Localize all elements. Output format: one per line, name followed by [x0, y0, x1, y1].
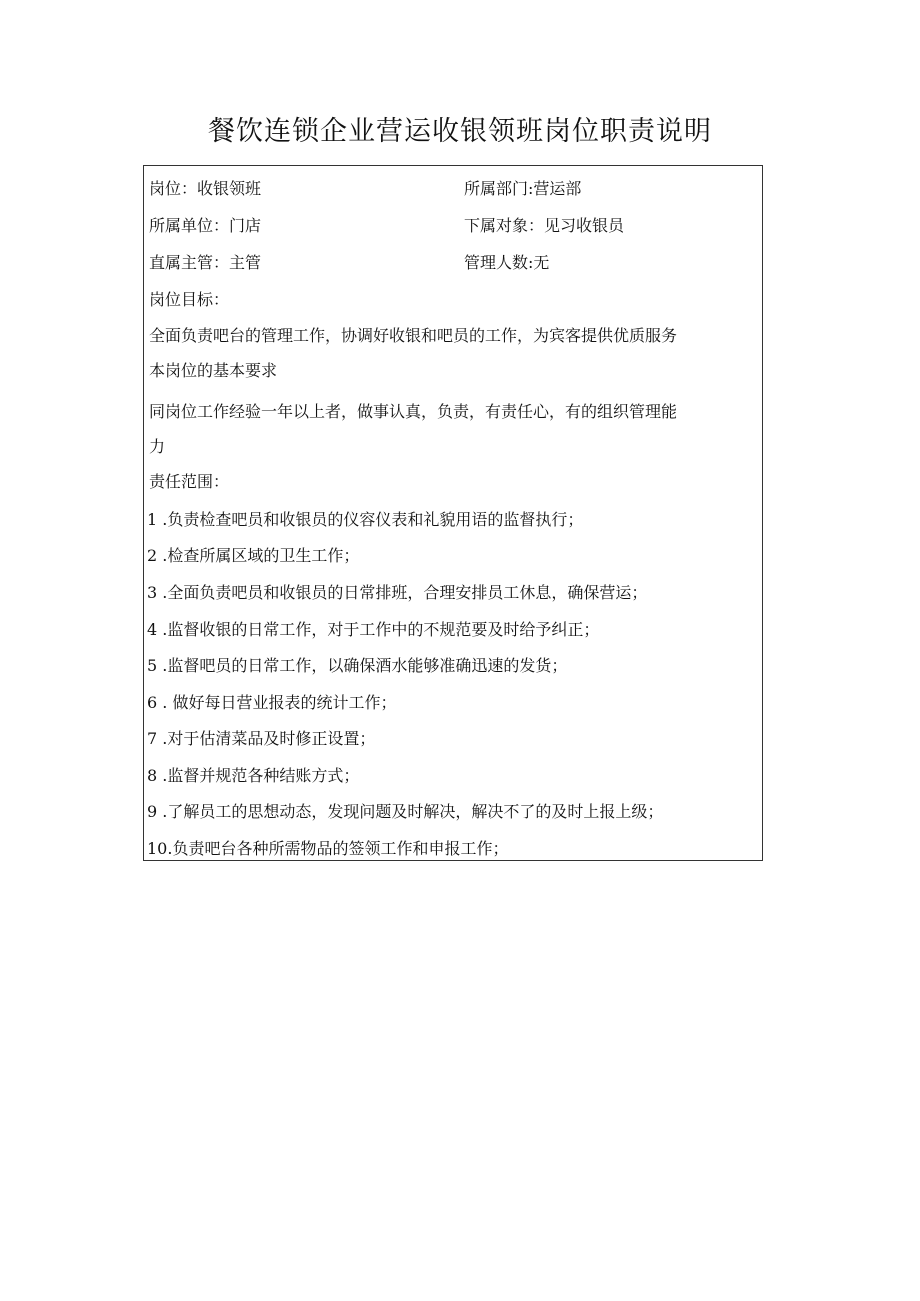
subordinate-label: 下属对象：	[464, 216, 545, 235]
requirements-text-line2: 力	[149, 437, 166, 456]
scope-heading: 责任范围：	[149, 472, 230, 491]
scope-item: 10.负责吧台各种所需物品的签领工作和申报工作；	[147, 839, 509, 858]
supervisor-label: 直属主管：	[149, 253, 230, 272]
scope-item: 9 .了解员工的思想动态，发现问题及时解决，解决不了的及时上报上级；	[147, 802, 664, 821]
scope-item: 2 .检查所属区域的卫生工作；	[147, 546, 360, 565]
document-title: 餐饮连锁企业营运收银领班岗位职责说明	[208, 116, 712, 147]
scope-item: 6 . 做好每日营业报表的统计工作；	[147, 693, 397, 712]
position-value: 收银领班	[197, 179, 262, 198]
scope-item: 3 .全面负责吧员和收银员的日常排班，合理安排员工休息，确保营运；	[147, 583, 648, 602]
department-label: 所属部门:	[464, 179, 534, 198]
supervisor-field	[149, 253, 261, 273]
unit-value: 门店	[229, 216, 262, 235]
headcount-label: 管理人数:	[464, 253, 534, 272]
goal-heading: 岗位目标：	[149, 290, 230, 309]
department-value: 营运部	[533, 179, 582, 198]
unit-field	[149, 216, 261, 236]
requirements-text-line1: 同岗位工作经验一年以上者，做事认真，负责，有责任心，有的组织管理能	[149, 402, 678, 421]
supervisor-value: 主管	[229, 253, 262, 272]
requirements-heading: 本岗位的基本要求	[149, 361, 278, 380]
headcount-field	[464, 253, 549, 273]
scope-item: 5 .监督吧员的日常工作，以确保酒水能够准确迅速的发货；	[147, 656, 568, 675]
position-label: 岗位：	[149, 179, 198, 198]
department-field	[464, 179, 581, 199]
scope-item: 4 .监督收银的日常工作，对于工作中的不规范要及时给予纠正；	[147, 620, 600, 639]
position-field	[149, 179, 261, 199]
scope-item: 7 .对于估清菜品及时修正设置；	[147, 729, 376, 748]
headcount-value: 无	[533, 253, 550, 272]
goal-text: 全面负责吧台的管理工作，协调好收银和吧员的工作，为宾客提供优质服务	[149, 326, 678, 345]
job-description-box	[143, 165, 763, 861]
scope-item: 8 .监督并规范各种结账方式；	[147, 766, 360, 785]
unit-label: 所属单位：	[149, 216, 230, 235]
subordinate-value: 见习收银员	[544, 216, 625, 235]
subordinate-field	[464, 216, 624, 236]
scope-item: 1 .负责检查吧员和收银员的仪容仪表和礼貌用语的监督执行；	[147, 510, 584, 529]
